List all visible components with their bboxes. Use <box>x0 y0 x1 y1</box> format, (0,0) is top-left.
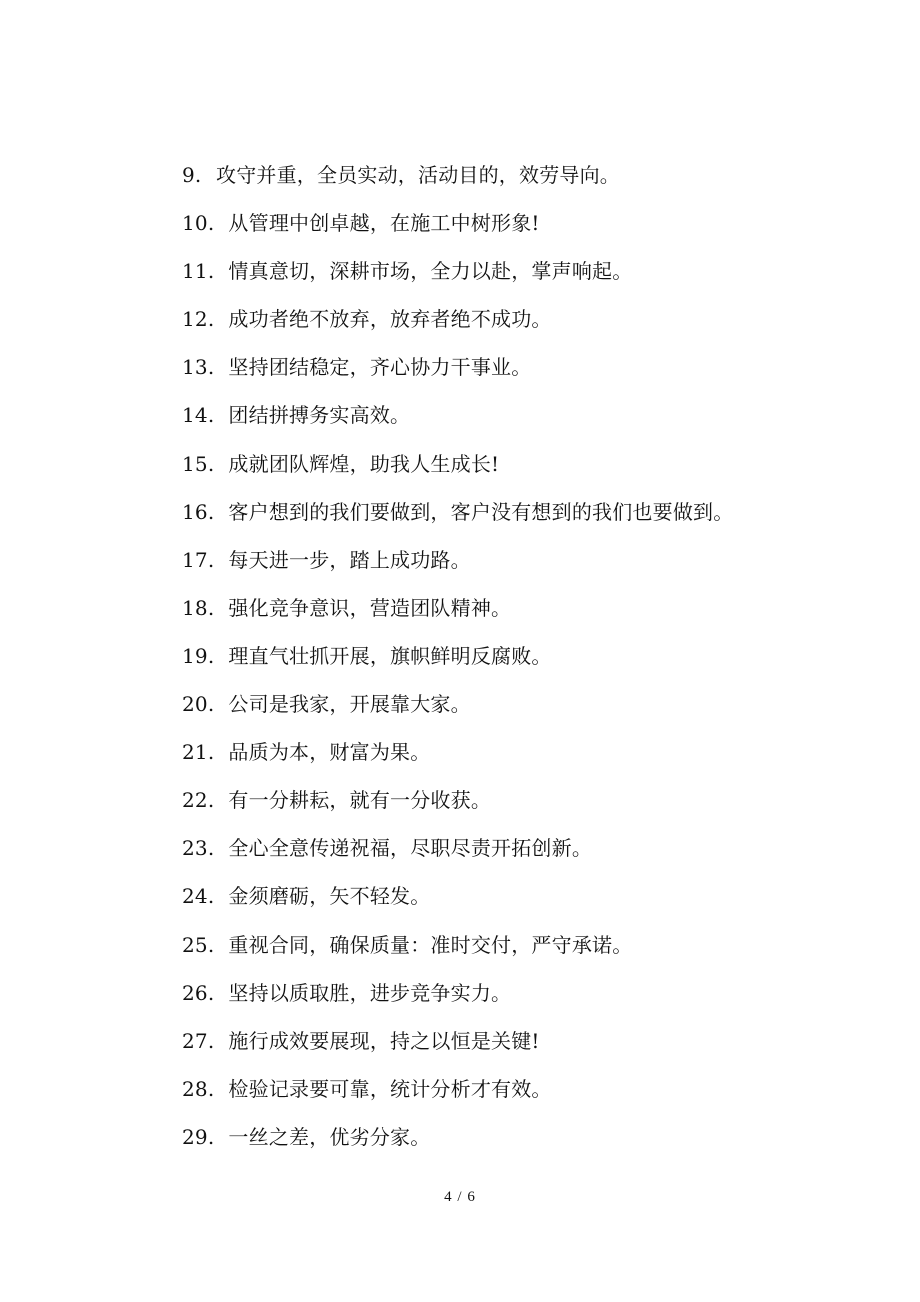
item-text: 从管理中创卓越，在施工中树形象! <box>228 211 540 236</box>
list-item <box>182 158 872 206</box>
item-text: 每天进一步，踏上成功路。 <box>228 547 471 572</box>
item-text: 全心全意传递祝福，尽职尽责开拓创新。 <box>228 836 593 861</box>
item-number: 26. <box>182 980 215 1005</box>
list-item <box>182 350 872 398</box>
list-item <box>182 1120 872 1168</box>
item-text: 金须磨砺，矢不轻发。 <box>228 884 431 909</box>
list-item <box>182 206 872 254</box>
list-item <box>182 398 872 446</box>
item-text: 攻守并重，全员实动，活动目的，效劳导向。 <box>216 163 620 187</box>
list-item <box>182 879 872 927</box>
item-number: 14. <box>182 403 215 428</box>
item-number: 29. <box>182 1124 215 1149</box>
item-number: 13. <box>182 355 215 380</box>
item-text: 有一分耕耘，就有一分收获。 <box>228 788 492 813</box>
item-text: 重视合同，确保质量：准时交付，严守承诺。 <box>228 932 633 957</box>
item-number: 28. <box>182 1076 215 1101</box>
item-text: 强化竞争意识，营造团队精神。 <box>228 595 512 620</box>
item-text: 成功者绝不放弃，放弃者绝不成功。 <box>228 307 552 332</box>
list-item <box>182 831 872 879</box>
item-text: 检验记录要可靠，统计分析才有效。 <box>228 1076 552 1101</box>
list-item <box>182 928 872 976</box>
item-number: 24. <box>182 884 215 909</box>
list-item <box>182 254 872 302</box>
item-text: 坚持团结稳定，齐心协力干事业。 <box>228 355 532 380</box>
list-item <box>182 495 872 543</box>
list-item <box>182 543 872 591</box>
item-text: 成就团队辉煌，助我人生成长! <box>228 451 500 476</box>
item-text: 施行成效要展现，持之以恒是关键! <box>228 1028 540 1053</box>
item-number: 22. <box>182 788 215 813</box>
item-number: 16. <box>182 499 215 524</box>
list-item <box>182 735 872 783</box>
list-item <box>182 1072 872 1120</box>
item-text: 团结拼搏务实高效。 <box>228 403 411 428</box>
item-number: 27. <box>182 1028 215 1053</box>
slogan-list <box>182 158 872 1168</box>
item-number: 15. <box>182 451 215 476</box>
item-number: 18. <box>182 595 215 620</box>
item-text: 公司是我家，开展靠大家。 <box>228 692 471 717</box>
item-number: 19. <box>182 643 215 668</box>
item-number: 17. <box>182 547 215 572</box>
item-text: 客户想到的我们要做到，客户没有想到的我们也要做到。 <box>228 499 734 524</box>
list-item <box>182 1024 872 1072</box>
item-number: 21. <box>182 740 215 765</box>
item-text: 理直气壮抓开展，旗帜鲜明反腐败。 <box>228 643 552 668</box>
list-item <box>182 302 872 350</box>
item-text: 情真意切，深耕市场，全力以赴，掌声响起。 <box>228 259 633 284</box>
item-number: 10. <box>182 211 215 236</box>
item-number: 20. <box>182 692 215 717</box>
item-number: 23. <box>182 836 215 861</box>
item-number: 12. <box>182 307 215 332</box>
item-text: 一丝之差，优劣分家。 <box>228 1124 431 1149</box>
list-item <box>182 447 872 495</box>
item-number: 9. <box>182 163 202 187</box>
list-item <box>182 783 872 831</box>
list-item <box>182 639 872 687</box>
item-number: 11. <box>182 259 215 284</box>
list-item <box>182 591 872 639</box>
item-number: 25. <box>182 932 215 957</box>
page-indicator: 4 / 6 <box>444 1189 476 1205</box>
item-text: 坚持以质取胜，进步竞争实力。 <box>228 980 512 1005</box>
list-item <box>182 976 872 1024</box>
list-item <box>182 687 872 735</box>
item-text: 品质为本，财富为果。 <box>228 740 431 765</box>
